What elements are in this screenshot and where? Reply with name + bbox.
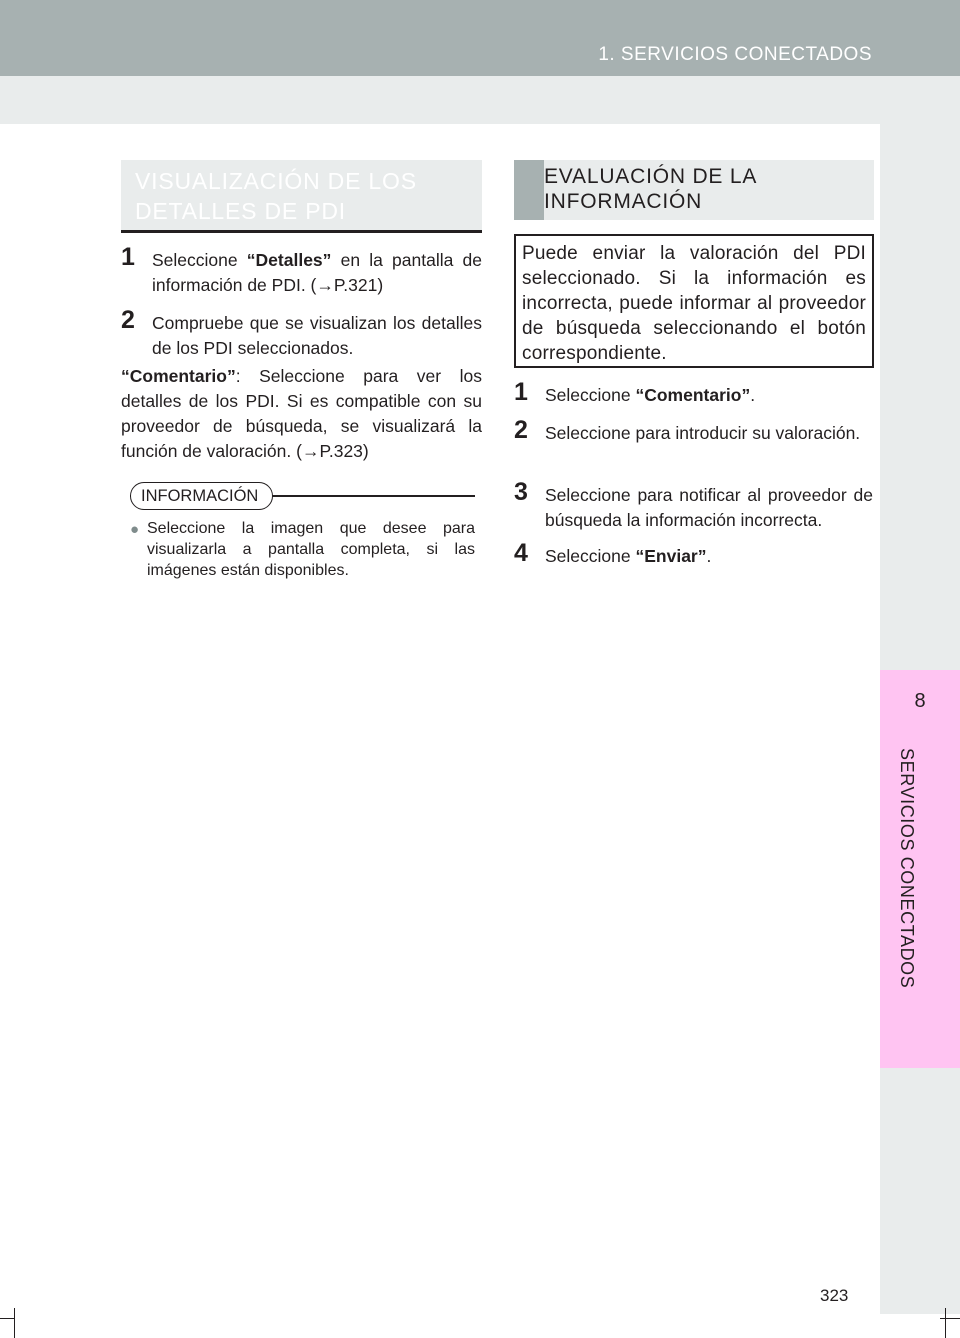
button-reference-detalles: “Detalles” xyxy=(246,250,332,270)
step-number: 4 xyxy=(514,539,528,567)
heading-line: DETALLES DE PDI xyxy=(135,198,346,224)
step-text: en la pantalla de información de PDI. (→P.321) xyxy=(152,250,482,295)
step-3 xyxy=(514,478,873,533)
step-text: . xyxy=(750,385,756,405)
section-heading-evaluation xyxy=(514,160,874,220)
running-header: 1. SERVICIOS CONECTADOS xyxy=(598,44,872,65)
section-heading-details xyxy=(121,160,482,230)
info-bullet xyxy=(130,518,475,581)
step-text: . xyxy=(706,546,712,566)
bullet-icon: ● xyxy=(130,521,140,538)
step-text: Seleccione xyxy=(152,250,247,270)
crop-mark xyxy=(945,1308,946,1338)
step-4 xyxy=(514,539,873,569)
step-text: Seleccione para notificar al proveedor de búsqueda la información incorrecta. xyxy=(545,485,873,530)
heading-underline xyxy=(121,230,482,233)
step-number: 1 xyxy=(514,378,528,406)
step-1 xyxy=(121,243,482,298)
step-number: 2 xyxy=(514,416,528,444)
crop-mark xyxy=(14,1308,15,1338)
step-1 xyxy=(514,378,873,408)
paragraph-text: : Seleccione para ver los detalles de los PDI. Si es compatible con su proveedor de búsqueda, se visualizará la función de valoración. (→P.323) xyxy=(121,366,482,461)
button-reference-comentario: “Comentario” xyxy=(635,385,751,405)
step-2 xyxy=(121,306,482,361)
intro-box: Puede enviar la valoración del PDI seleccionado. Si la información es incorrecta, puede informar al proveedor de búsqueda seleccionando el botón correspondiente. xyxy=(514,234,874,368)
header-strip xyxy=(0,76,960,124)
info-text: Seleccione la imagen que desee para visualizarla a pantalla completa, si las imágenes están disponibles. xyxy=(147,520,475,579)
comentario-paragraph xyxy=(121,364,482,464)
heading-line: VISUALIZACIÓN DE LOS xyxy=(135,168,417,194)
step-number: 3 xyxy=(514,478,528,506)
button-reference-comentario: “Comentario” xyxy=(121,366,236,386)
heading-line: INFORMACIÓN xyxy=(544,190,703,213)
step-text: Compruebe que se visualizan los detalles de los PDI seleccionados. xyxy=(152,313,482,358)
step-number: 2 xyxy=(121,306,135,334)
button-reference-enviar: “Enviar” xyxy=(635,546,707,566)
chapter-tab[interactable] xyxy=(880,670,960,1068)
step-text: Seleccione para introducir su valoración. xyxy=(545,423,861,443)
crop-mark xyxy=(0,1318,14,1319)
heading-line: EVALUACIÓN DE LA xyxy=(544,165,758,188)
chapter-label: SERVICIOS CONECTADOS xyxy=(897,748,917,989)
step-number: 1 xyxy=(121,243,135,271)
step-2 xyxy=(514,416,873,446)
crop-mark xyxy=(940,1318,960,1319)
step-text: Seleccione xyxy=(545,385,636,405)
info-label: INFORMACIÓN xyxy=(130,482,273,510)
page-number: 323 xyxy=(820,1286,849,1305)
step-text: Seleccione xyxy=(545,546,636,566)
chapter-number: 8 xyxy=(914,690,926,712)
